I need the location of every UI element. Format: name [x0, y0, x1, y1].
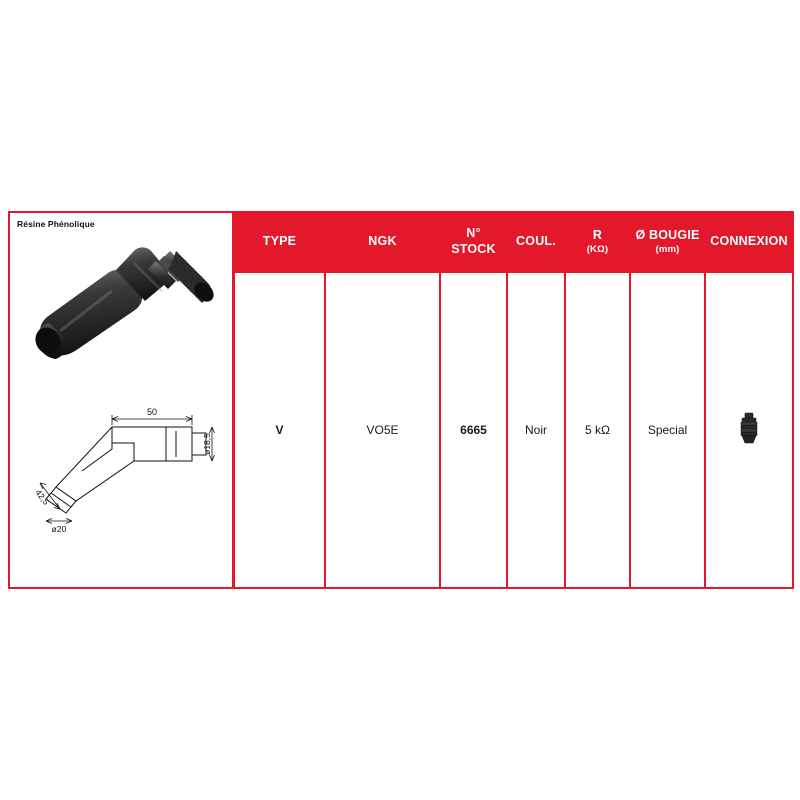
column-header-bougie-label: Ø BOUGIE: [635, 228, 700, 243]
cell-couleur: Noir: [507, 272, 565, 588]
dim-angle-length-label: 42,5: [33, 487, 52, 507]
product-image-panel: [8, 211, 234, 589]
cell-connexion: [705, 272, 793, 588]
table-row: [234, 272, 793, 588]
column-header-type: [234, 212, 325, 272]
column-header-stock-label: N°: [466, 226, 481, 241]
column-header-bougie-unit: (mm): [655, 243, 680, 255]
dim-length-label: 50: [146, 407, 158, 417]
technical-drawing: [16, 399, 230, 539]
dim-diameter-bottom-label: ø20: [51, 524, 67, 534]
spark-plug-cap-photo: [16, 235, 230, 395]
column-header-stock: [440, 212, 507, 272]
specification-table: [233, 211, 794, 589]
table-header-row: [234, 212, 793, 272]
threaded-terminal-icon: [737, 412, 761, 446]
cell-type: V: [234, 272, 325, 588]
cell-resistance: 5 kΩ: [565, 272, 630, 588]
column-header-couleur-label: COUL.: [516, 234, 556, 249]
column-header-stock-sublabel: STOCK: [451, 242, 496, 256]
dim-diameter-right-label: ø18,5: [202, 433, 212, 455]
cell-stock: 6665: [440, 272, 507, 588]
cell-bougie: Special: [630, 272, 705, 588]
column-header-resistance-unit: (KΩ): [586, 243, 609, 255]
column-header-ngk-label: NGK: [368, 234, 397, 249]
column-header-connexion: [705, 212, 793, 272]
column-header-ngk: [325, 212, 440, 272]
column-header-resistance: [565, 212, 630, 272]
column-header-bougie: [630, 212, 705, 272]
column-header-connexion-label: CONNEXION: [710, 234, 788, 249]
column-header-resistance-label: R: [592, 228, 603, 243]
column-header-type-label: TYPE: [262, 234, 297, 249]
column-header-couleur: [507, 212, 565, 272]
cell-ngk: VO5E: [325, 272, 440, 588]
material-label: Résine Phénolique: [17, 219, 95, 229]
